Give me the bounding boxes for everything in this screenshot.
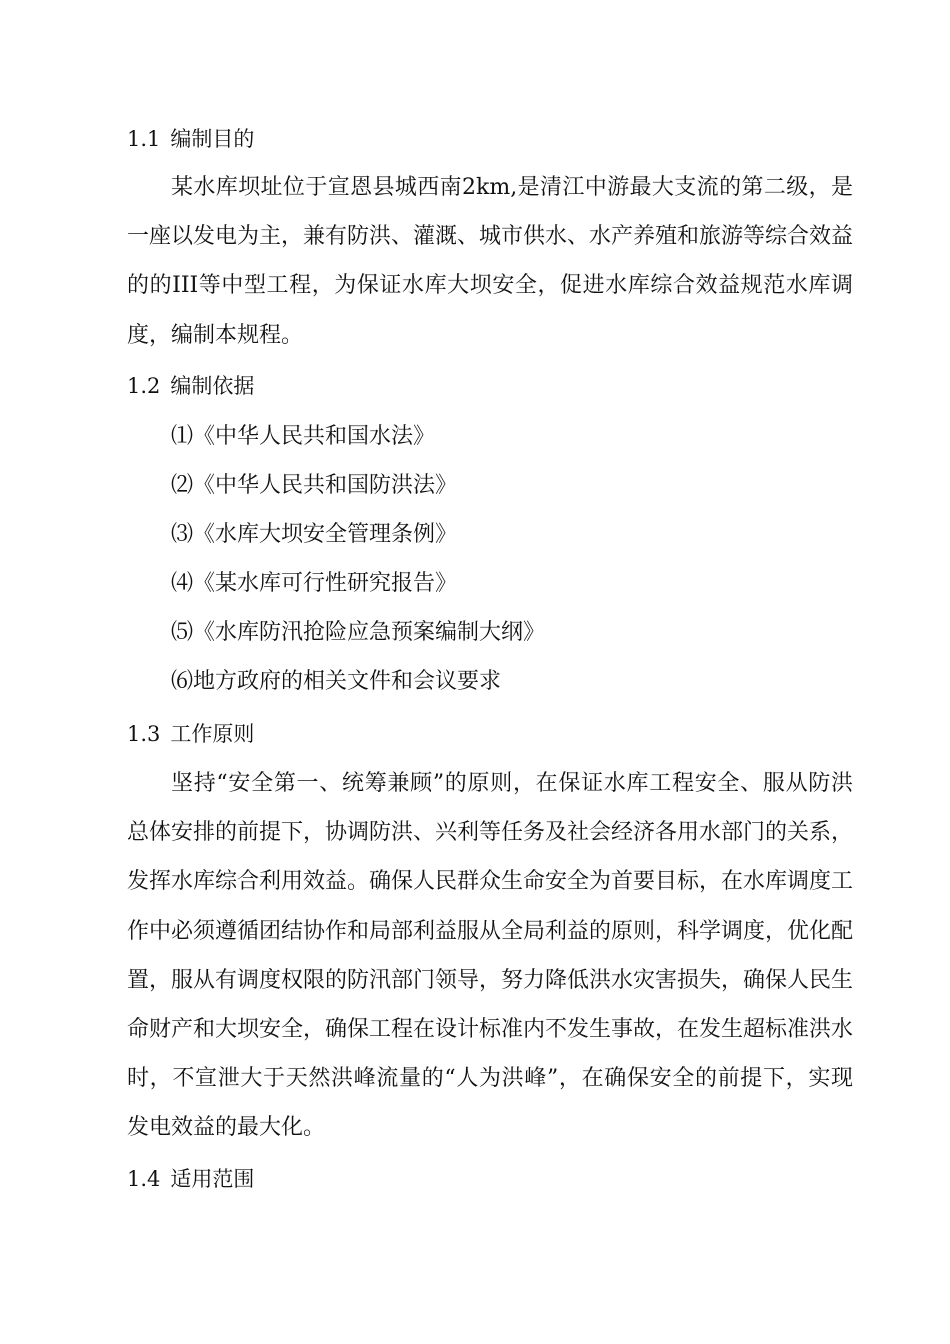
section-paragraph-1-3: 坚持“安全第一、统筹兼顾”的原则，在保证水库工程安全、服从防洪总体安排的前提下，协调防洪、兴利等任务及社会经济各用水部门的关系，发挥水库综合利用效益。确保人民群众生命安全为首要目标，在水库调度工作中必须遵循团结协作和局部利益服从全局利益的原则，科学调度，优化配置，服从有调度权限的防汛部门领导，努力降低洪水灾害损失，确保人民生命财产和大坝安全，确保工程在设计标准内不发生事故，在发生超标准洪水时，不宣泄大于天然洪峰流量的“人为洪峰”，在确保安全的前提下，实现发电效益的最大化。: [127, 771, 854, 1141]
list-item: ⑹地方政府的相关文件和会议要求: [171, 669, 502, 694]
section-title: 编制目的: [170, 127, 255, 151]
list-item: ⑸《水库防汛抢险应急预案编制大纲》: [171, 620, 546, 645]
section-number: 1.1: [127, 127, 161, 151]
section-heading-1-3: [127, 719, 254, 749]
section-heading-1-1: [127, 124, 254, 154]
section-number: 1.3: [127, 722, 161, 746]
list-item: ⑴《中华人民共和国水法》: [171, 424, 436, 449]
section-paragraph-1-1: 某水库坝址位于宣恩县城西南2km,是清江中游最大支流的第二级，是一座以发电为主，兼有防洪、灌溉、城市供水、水产养殖和旅游等综合效益的的III等中型工程，为保证水库大坝安全，促进水库综合效益规范水库调度，编制本规程。: [127, 175, 854, 348]
section-title: 适用范围: [170, 1167, 255, 1191]
list-item: ⑶《水库大坝安全管理条例》: [171, 522, 458, 547]
list-item: ⑷《某水库可行性研究报告》: [171, 571, 458, 596]
section-heading-1-4: [127, 1164, 254, 1194]
section-heading-1-2: [127, 371, 254, 401]
section-title: 工作原则: [170, 722, 255, 746]
section-number: 1.4: [127, 1167, 161, 1191]
list-item: ⑵《中华人民共和国防洪法》: [171, 473, 458, 498]
section-title: 编制依据: [170, 374, 255, 398]
section-number: 1.2: [127, 374, 161, 398]
